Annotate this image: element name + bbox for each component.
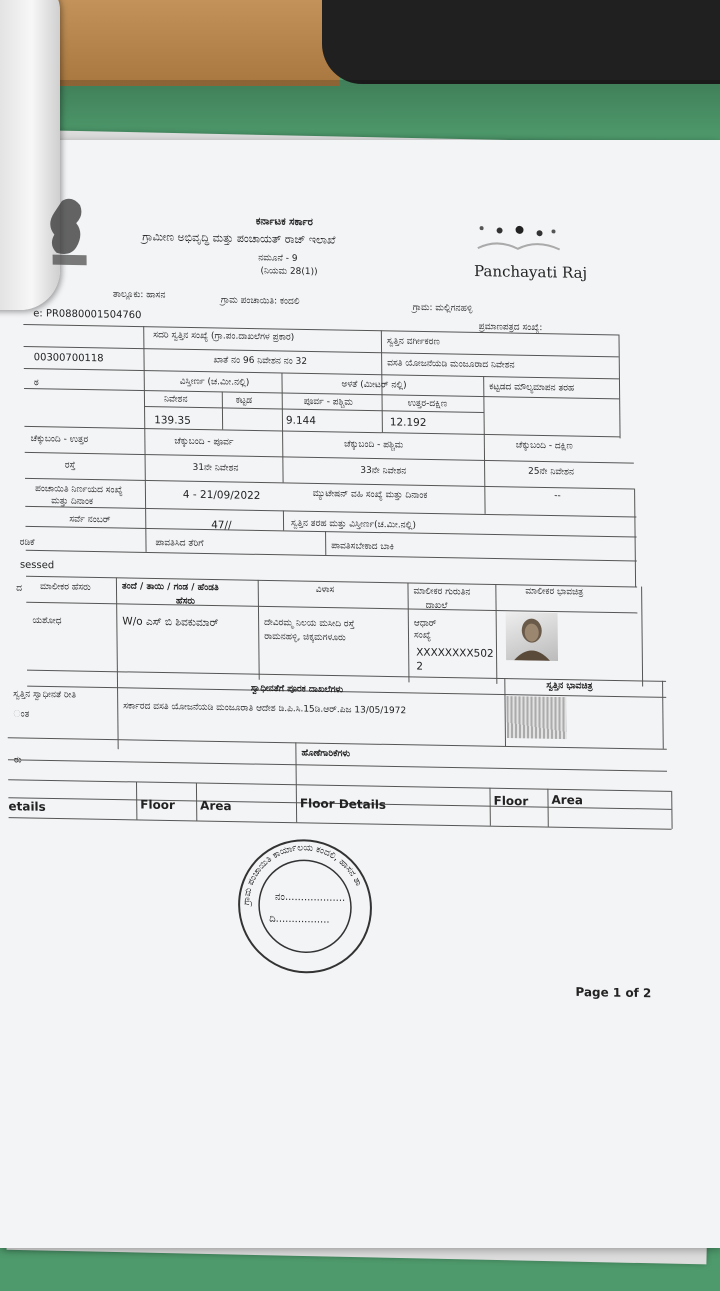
form-number: ನಮೂನೆ - 9 <box>258 253 298 264</box>
acquisition-docs-value: ಸರ್ಕಾರದ ವಸತಿ ಯೋಜನೆಯಡಿ ಮಂಜೂರಾತಿ ಆದೇಶ ಡಿ.ಪಿ.ಸಿ.15ಡಿ.ಆರ್.ಪಿಜ 13/05/1972 <box>123 701 407 717</box>
property-type-label: ಸ್ವತ್ತಿನ ತರಹ ಮತ್ತು ವಿಸ್ತೀರ್ಣ(ಚ.ಮೀ.ನಲ್ಲಿ) <box>290 518 417 531</box>
dept-title: ಗ್ರಾಮೀಣ ಅಭಿವೃದ್ಧಿ ಮತ್ತು ಪಂಚಾಯತ್ ರಾಜ್ ಇಲಾಖೆ <box>142 230 336 247</box>
table-rule <box>24 426 619 437</box>
aadhaar-label: ಆಧಾರ್ <box>413 618 437 629</box>
owner-relation-label-2: ಹೆಸರು <box>175 596 196 607</box>
gram-panchayat-label: ಗ್ರಾಮ ಪಂಚಾಯಿತಿ: ಕಂದಲಿ <box>220 295 300 307</box>
panchayat-seal-icon <box>234 835 375 977</box>
area-label: ವಿಸ್ತೀರ್ಣ (ಚ.ಮೀ.ನಲ್ಲಿ) <box>179 376 250 388</box>
taluk-label: ತಾಲ್ಲೂಕು: ಹಾಸನ <box>112 289 166 301</box>
table-col <box>662 681 664 749</box>
site-area-value: 139.35 <box>154 414 191 427</box>
liabilities-label: ಹೊಣೆಗಾರಿಕೆಗಳು <box>301 748 351 760</box>
table-rule <box>25 506 636 518</box>
property-photo-label: ಸ್ವತ್ತಿನ ಭಾವಚಿತ್ರ <box>546 680 593 692</box>
government-emblem-icon <box>44 193 95 274</box>
boundary-north-value: ರಸ್ತೆ <box>64 460 76 471</box>
property-id: e: PR0880001504760 <box>33 308 142 322</box>
table-rule <box>9 817 672 830</box>
seal-ring-text: ಗ್ರಾಮ ಪಂಚಾಯಿತಿ ಕಾರ್ಯಾಲಯ ಕಂದಲಿ, ಹಾಸನ ತಾ <box>241 843 364 906</box>
property-photo <box>506 696 566 739</box>
owner-address-line2: ರಾಮನಹಳ್ಳಿ, ಚಿಕ್ಕಮಗಳೂರು <box>264 631 346 644</box>
acquisition-docs-label: ಸ್ವಾಧೀನತೆಗೆ ಪೂರಕ ದಾಖಲೆಗಳು <box>250 683 344 696</box>
table-col <box>407 582 409 682</box>
boundary-west-value: 33ನೇ ನಿವೇಶನ <box>360 465 407 477</box>
survey-label: ಸರ್ವೆ ನಂಬರ್ <box>69 514 111 526</box>
building-col-label: ಕಟ್ಟಡ <box>235 395 253 406</box>
floor-details-left: etails <box>8 799 46 814</box>
seal-number-line: ನಂ................... <box>274 891 346 904</box>
owner-name-label: ಮಾಲೀಕರ ಹೆಸರು <box>40 582 91 593</box>
site-col-label: ನಿವೇಶನ <box>163 394 188 405</box>
property-class-label: ಸ್ವತ್ತಿನ ವರ್ಗೀಕರಣ <box>386 336 440 348</box>
table-rule <box>25 452 634 464</box>
table-col <box>295 742 297 822</box>
tax-paid-label: ಪಾವತಿಸಿದ ತೆರಿಗೆ <box>155 538 204 549</box>
mutation-label: ಮ್ಯುಟೇಷನ್ ವಹಿ ಸಂಖ್ಯೆ ಮತ್ತು ದಿನಾಂಕ <box>312 488 428 501</box>
aadhaar-value: XXXXXXXX502 <box>416 646 494 660</box>
table-col <box>483 376 485 486</box>
property-id-value: 00300700118 <box>33 352 104 365</box>
table-rule <box>26 550 637 562</box>
rule-number: (ನಿಯಮ 28(1)) <box>260 266 318 278</box>
table-col <box>495 584 497 684</box>
assessed-label: sessed <box>19 559 55 572</box>
table-col <box>136 781 137 819</box>
boundary-east-label: ಚೆಕ್ಕುಬಂದಿ - ಪೂರ್ವ <box>174 436 234 448</box>
north-south-value: 12.192 <box>389 416 427 429</box>
khata-value: ಖಾತೆ ನಂ 96 ನಿವೇಶನ ನಂ 32 <box>213 355 308 367</box>
table-col <box>196 783 197 821</box>
table-col <box>258 580 260 680</box>
boundary-west-label: ಚೆಕ್ಕುಬಂದಿ - ಪಶ್ಚಿಮ <box>344 439 404 451</box>
owner-relation-value: W/o ಎಸ್ ಬಿ ಶಿವಕುಮಾರ್ <box>122 615 219 630</box>
table-col <box>484 486 485 514</box>
table-col <box>547 789 548 827</box>
table-rule <box>26 602 637 614</box>
boundary-east-value: 31ನೇ ನಿವೇಶನ <box>192 462 239 474</box>
seal-date-line: ದಿ................. <box>269 913 330 926</box>
east-west-value: 9.144 <box>285 414 317 428</box>
resolution-label-2: ಮತ್ತು ದಿನಾಂಕ <box>51 496 94 508</box>
owner-id-label: ಮಾಲೀಕರ ಗುರುತಿನ <box>413 586 471 598</box>
table-col <box>325 531 326 555</box>
table-rule <box>8 737 667 750</box>
tax-due-label: ಪಾವತಿಸಬೇಕಾದ ಬಾಕಿ <box>331 541 394 553</box>
side-label: ಠ <box>33 378 39 389</box>
owner-name-value: ಯಶೋಧ <box>32 615 62 627</box>
resolution-label: ಪಂಚಾಯಿತಿ ನಿರ್ಣಯದ ಸಂಖ್ಯೆ <box>35 484 123 496</box>
table-col <box>222 391 223 429</box>
govt-title: ಕರ್ನಾಟಕ ಸರ್ಕಾರ <box>255 216 313 229</box>
size-label: ಅಳತೆ (ಮೀಟರ್ ನಲ್ಲಿ) <box>341 379 407 391</box>
tax-left-label: ರಡಿಕೆ <box>19 537 35 548</box>
table-rule <box>8 759 667 772</box>
acquisition-label: ಸ್ವತ್ತಿನ ಸ್ವಾಧೀನತೆ ರೀತಿ <box>13 689 77 701</box>
owner-address-line1: ದೇವಿರಮ್ಮ ನಿಲಯ ಮಸೀದಿ ರಸ್ತೆ <box>264 617 355 630</box>
certificate-number-label: ಪ್ರಮಾಣಪತ್ರದ ಸಂಖ್ಯೆ: <box>478 322 543 334</box>
table-col <box>489 788 490 826</box>
north-south-label: ಉತ್ತರ-ದಕ್ಷಿಣ <box>407 398 448 410</box>
table-rule <box>27 670 666 682</box>
table-rule <box>24 346 619 357</box>
person-icon <box>506 612 558 661</box>
table-col <box>144 370 147 552</box>
owner-photo <box>506 612 558 661</box>
acquisition-left: ಂತ <box>13 709 30 720</box>
owner-relation-label: ತಂದೆ / ತಾಯಿ / ಗಂಡ / ಹೆಂಡತಿ <box>121 581 219 594</box>
owner-col0-label: ದ <box>16 583 23 594</box>
table-rule <box>24 368 619 379</box>
table-col <box>283 510 284 530</box>
mutation-value: -- <box>554 491 561 502</box>
resolution-value: 4 - 21/09/2022 <box>182 488 261 502</box>
east-west-label: ಪೂರ್ವ - ಪಶ್ಚಿಮ <box>303 396 353 408</box>
page-number: Page 1 of 2 <box>575 984 652 1001</box>
boundary-south-value: 25ನೇ ನಿವೇಶನ <box>528 466 575 478</box>
survey-value: 47// <box>211 519 232 532</box>
area-col-label-2: Area <box>551 792 583 808</box>
owner-photo-label: ಮಾಲೀಕರ ಭಾವಚಿತ್ರ <box>525 586 584 598</box>
boundary-north-label: ಚೆಕ್ಕುಬಂದಿ - ಉತ್ತರ <box>30 434 89 446</box>
area-col-label: Area <box>200 798 232 814</box>
floor-details-label: Floor Details <box>299 796 387 812</box>
floor-col-label-2: Floor <box>493 793 529 809</box>
table-col <box>641 587 643 687</box>
property-number-label: ಸದರಿ ಸ್ವತ್ತಿನ ಸಂಖ್ಯೆ (ಗ್ರಾ.ಪಂ.ದಾಖಲೆಗಳ ಪ್ರಕಾರ) <box>153 330 295 343</box>
floor-col-label: Floor <box>140 797 175 813</box>
aadhaar-value-tail: 2 <box>416 660 424 673</box>
owner-id-label-2: ದಾಖಲೆ <box>425 600 448 612</box>
liabilities-left: ರು <box>13 755 22 766</box>
table-rule <box>8 779 671 792</box>
table-col <box>281 372 283 482</box>
owner-address-label: ವಿಳಾಸ <box>315 584 335 596</box>
table-col <box>671 791 672 829</box>
panchayati-raj-logo-icon <box>474 222 564 258</box>
aadhaar-label-2: ಸಂಖ್ಯೆ <box>413 630 431 641</box>
brand-name: Panchayati Raj <box>473 262 588 282</box>
building-value-label: ಕಟ್ಟಡದ ಮೌಲ್ಯಮಾಪನ ತರಹ <box>489 382 575 394</box>
village-label: ಗ್ರಾಮ: ಮಲ್ಲಿಗನಹಳ್ಳಿ <box>412 302 473 314</box>
boundary-south-label: ಚೆಕ್ಕುಬಂದಿ - ದಕ್ಷಿಣ <box>515 440 573 452</box>
classification-value: ವಸತಿ ಯೋಜನೆಯಡಿ ಮಂಜೂರಾದ ನಿವೇಶನ <box>387 358 515 371</box>
table-col <box>618 334 620 438</box>
table-col <box>143 326 144 370</box>
